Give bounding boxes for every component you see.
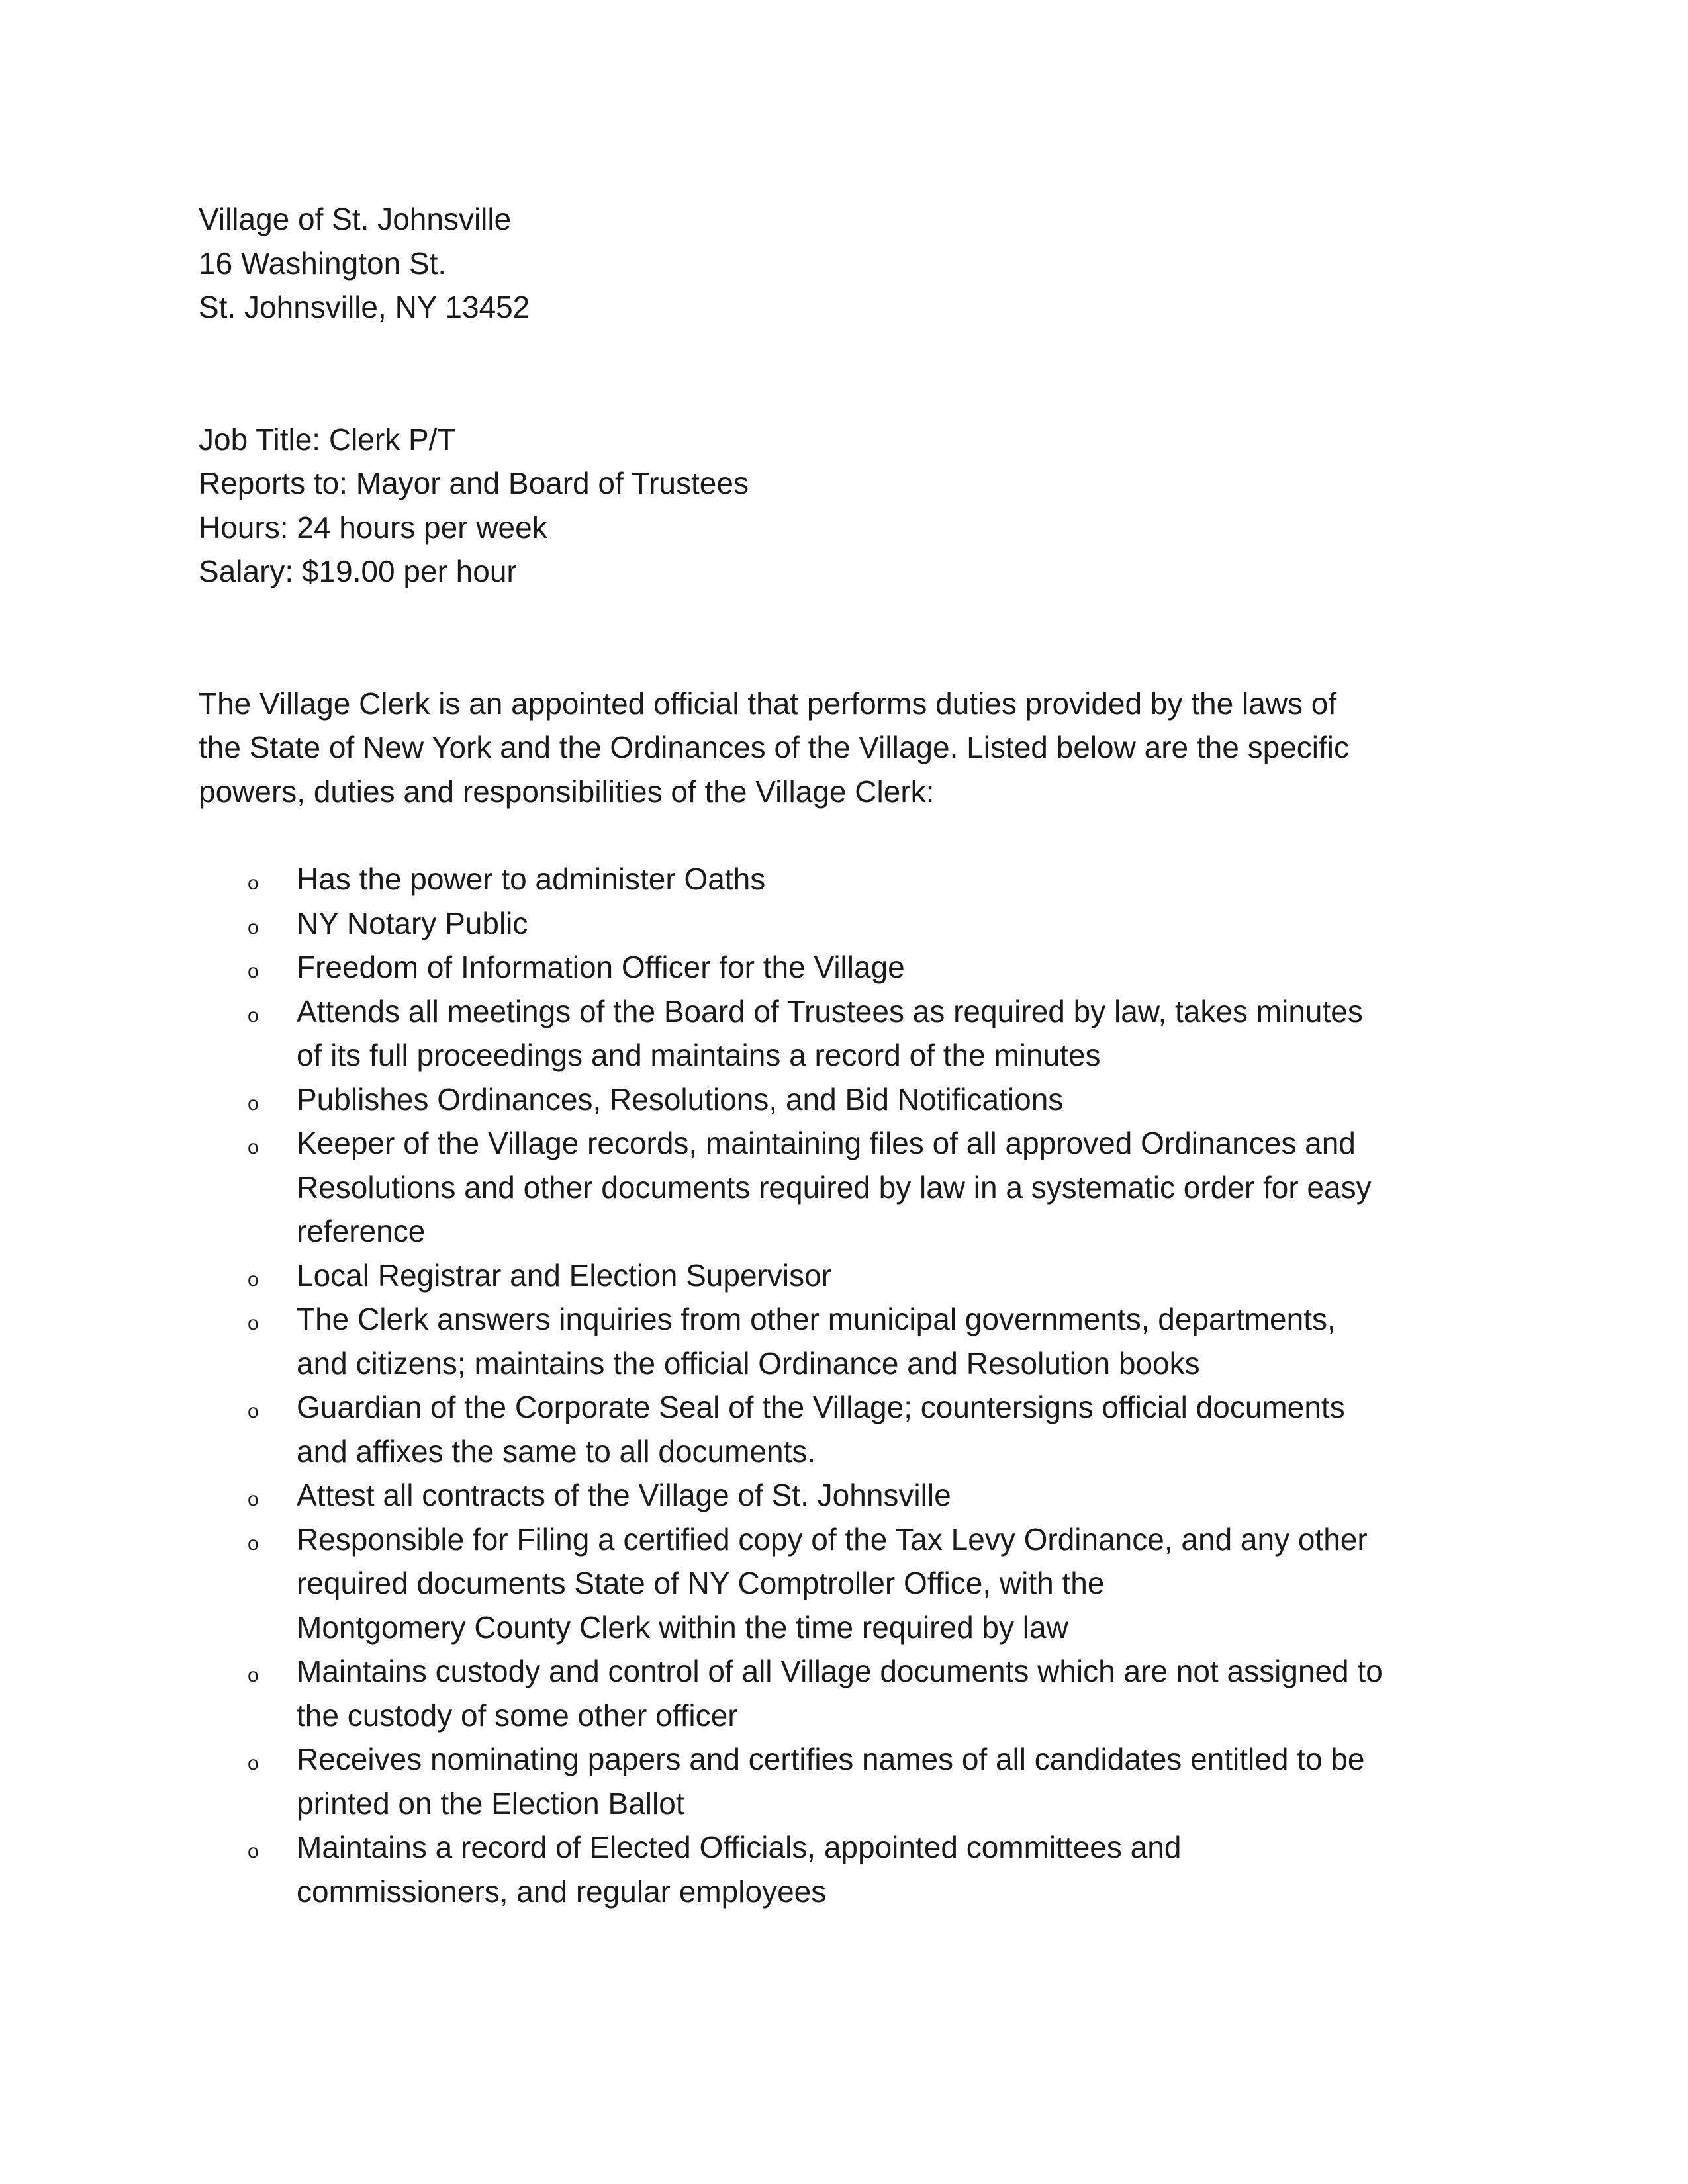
duty-text-line: printed on the Election Ballot [297, 1786, 684, 1821]
duty-text-line: of its full proceedings and maintains a record of the minutes [297, 1038, 1101, 1072]
job-details [199, 418, 1496, 594]
duty-text-line: Responsible for Filing a certified copy of the Tax Levy Ordinance, and any other [297, 1522, 1368, 1557]
bullet-icon: o [248, 1004, 259, 1026]
duty-text-line: Receives nominating papers and certifies names of all candidates entitled to be [297, 1742, 1365, 1776]
bullet-icon: o [248, 916, 259, 938]
duty-item [199, 857, 1496, 901]
duty-text-line: Maintains custody and control of all Village documents which are not assigned to [297, 1654, 1383, 1688]
duty-text-line: Attends all meetings of the Board of Trustees as required by law, takes minutes [297, 993, 1363, 1028]
job-hours: Hours: 24 hours per week [199, 510, 547, 545]
bullet-icon: o [248, 1400, 259, 1422]
duty-item [199, 1825, 1496, 1913]
duty-text-line: The Clerk answers inquiries from other municipal governments, departments, [297, 1302, 1336, 1336]
bullet-icon: o [248, 1092, 259, 1115]
duty-text-line: Resolutions and other documents required by law in a systematic order for easy [297, 1169, 1372, 1205]
bullet-icon: o [248, 960, 259, 982]
duty-text-line: Local Registrar and Election Supervisor [297, 1257, 831, 1293]
duty-item [199, 901, 1496, 946]
duty-text-line: reference [297, 1214, 426, 1248]
duty-text-line: Attest all contracts of the Village of St. Johnsville [297, 1478, 951, 1512]
document-page [199, 197, 1496, 1913]
duty-text-line: Keeper of the Village records, maintaining files of all approved Ordinances and [297, 1126, 1356, 1160]
duty-item [199, 1297, 1496, 1385]
intro-paragraph [199, 682, 1496, 814]
duty-item [199, 1253, 1496, 1298]
duty-text [297, 1649, 1496, 1737]
spacer [199, 813, 1496, 857]
duty-text-line: Has the power to administer Oaths [297, 862, 766, 896]
job-reports-to: Reports to: Mayor and Board of Trustees [199, 466, 749, 500]
duty-text [297, 1253, 1496, 1298]
duty-item [199, 1518, 1496, 1650]
duty-text-line: Maintains a record of Elected Officials, appointed committees and [297, 1830, 1182, 1864]
duty-text [297, 1518, 1496, 1650]
address-line-1: Village of St. Johnsville [199, 202, 512, 236]
duty-text-line: and affixes the same to all documents. [297, 1433, 816, 1469]
duty-item [199, 1649, 1496, 1737]
duty-text-line: Guardian of the Corporate Seal of the Village; countersigns official documents [297, 1390, 1345, 1424]
duty-text-line: required documents State of NY Comptroller Office, with the [297, 1566, 1105, 1600]
bullet-icon: o [248, 1312, 259, 1334]
duty-item [199, 1473, 1496, 1518]
bullet-icon: o [248, 1532, 259, 1555]
duty-text-line: and citizens; maintains the official Ordinance and Resolution books [297, 1345, 1200, 1381]
duty-item [199, 1385, 1496, 1473]
duty-text [297, 1737, 1496, 1825]
duties-list [199, 857, 1496, 1913]
job-salary: Salary: $19.00 per hour [199, 554, 517, 588]
duty-text-line: Publishes Ordinances, Resolutions, and Bid Notifications [297, 1081, 1064, 1116]
spacer [199, 594, 1496, 682]
bullet-icon: o [248, 1136, 259, 1158]
duty-text [297, 1385, 1496, 1473]
intro-line: powers, duties and responsibilities of the Village Clerk: [199, 774, 935, 809]
bullet-icon: o [248, 1752, 259, 1774]
duty-text [297, 1121, 1496, 1253]
bullet-icon: o [248, 1841, 259, 1862]
duty-text-line: commissioners, and regular employees [297, 1874, 827, 1909]
duty-text-line: NY Notary Public [297, 905, 528, 940]
duty-text [297, 901, 1496, 946]
duty-text [297, 945, 1496, 989]
bullet-icon: o [248, 1488, 259, 1510]
intro-line: The Village Clerk is an appointed official that performs duties provided by the laws of [199, 686, 1337, 721]
duty-item [199, 1077, 1496, 1122]
duty-item [199, 1737, 1496, 1825]
duty-item [199, 1121, 1496, 1253]
duty-item [199, 989, 1496, 1077]
address-block [199, 197, 1496, 330]
duty-text-line: Freedom of Information Officer for the Village [297, 950, 905, 984]
duty-text [297, 1077, 1496, 1122]
intro-line: the State of New York and the Ordinances of the Village. Listed below are the specific [199, 730, 1350, 764]
duty-text [297, 1825, 1496, 1913]
duty-text [297, 1297, 1496, 1385]
duty-text [297, 857, 1496, 901]
duty-text-line: Montgomery County Clerk within the time required by law [297, 1610, 1068, 1645]
address-line-3: St. Johnsville, NY 13452 [199, 290, 530, 324]
address-line-2: 16 Washington St. [199, 246, 447, 281]
duty-text [297, 989, 1496, 1077]
duty-text [297, 1473, 1496, 1518]
bullet-icon: o [248, 1268, 259, 1291]
bullet-icon: o [248, 872, 259, 894]
job-title: Job Title: Clerk P/T [199, 422, 456, 457]
duty-item [199, 945, 1496, 989]
spacer [199, 330, 1496, 418]
bullet-icon: o [248, 1664, 259, 1686]
duty-text-line: the custody of some other officer [297, 1698, 738, 1733]
